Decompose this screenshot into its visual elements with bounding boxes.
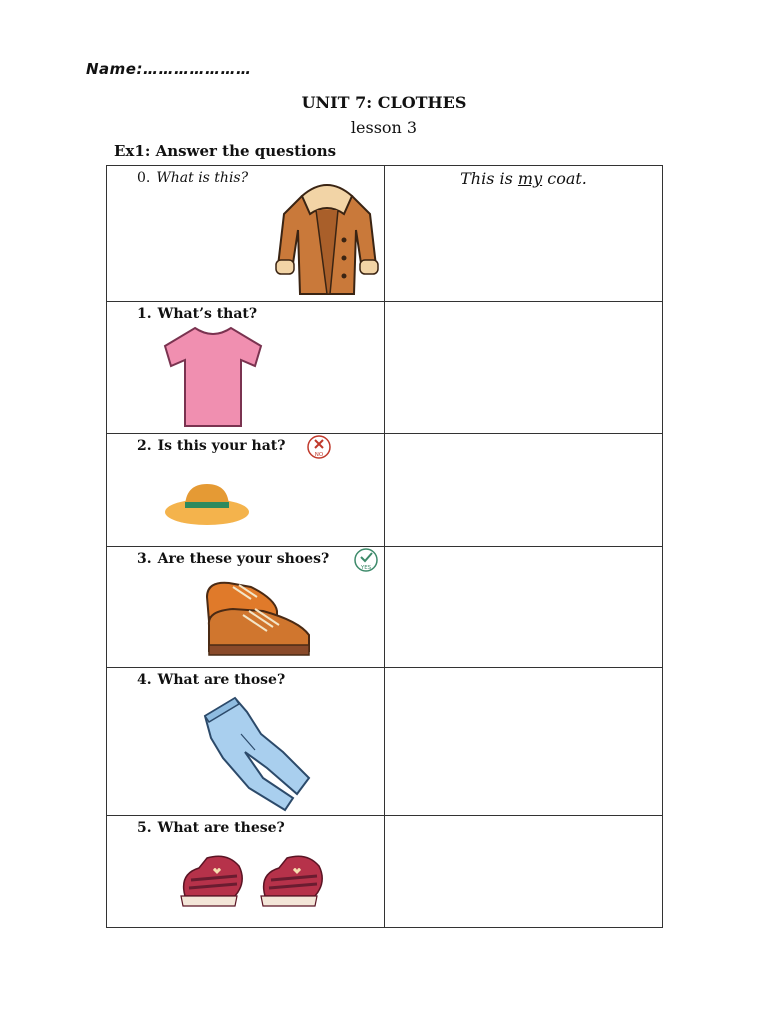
question-cell (107, 668, 385, 816)
question-cell (107, 302, 385, 434)
question-label: What are those? (157, 672, 286, 688)
question-number: 0. (137, 170, 151, 186)
badge-label: YES (360, 565, 372, 571)
no-badge-icon (305, 434, 335, 460)
answer-text: coat. (547, 169, 587, 188)
question-text (137, 551, 329, 567)
question-label: Is this your hat? (157, 438, 286, 454)
table-row (107, 434, 663, 547)
answer-cell[interactable] (385, 547, 663, 668)
answer-cell[interactable] (385, 302, 663, 434)
answer-cell[interactable] (385, 166, 663, 302)
badge-label: NO (314, 452, 324, 458)
answer-cell[interactable] (385, 434, 663, 547)
question-text (137, 438, 285, 454)
worksheet-table (106, 165, 663, 928)
answer-underlined: my (517, 169, 543, 188)
question-cell (107, 816, 385, 928)
table-row (107, 166, 663, 302)
table-row (107, 668, 663, 816)
table-row (107, 816, 663, 928)
answer-cell[interactable] (385, 816, 663, 928)
question-text (137, 672, 285, 688)
page-title: UNIT 7: CLOTHES (301, 93, 467, 112)
question-number: 1. (137, 306, 152, 322)
answer-cell[interactable] (385, 668, 663, 816)
exercise-title: Ex1: Answer the questions (114, 142, 337, 160)
question-label: What is this? (156, 170, 249, 186)
question-text (137, 306, 257, 322)
table-row (107, 302, 663, 434)
name-label: Name:………………… (86, 60, 252, 78)
question-label: Are these your shoes? (157, 551, 330, 567)
hat-icon (163, 480, 251, 528)
question-number: 5. (137, 820, 152, 836)
answer-text: This is (460, 169, 513, 188)
question-cell (107, 547, 385, 668)
question-cell (107, 434, 385, 547)
question-text (137, 820, 285, 836)
example-answer (385, 166, 662, 188)
table-row (107, 547, 663, 668)
lesson-subtitle: lesson 3 (350, 118, 418, 137)
question-cell (107, 166, 385, 302)
jeans-icon (201, 694, 313, 812)
shoes-icon (203, 577, 315, 663)
question-text (137, 170, 248, 186)
coat-icon (272, 174, 382, 300)
yes-badge-icon (352, 547, 382, 573)
tshirt-icon (157, 324, 269, 430)
question-label: What’s that? (157, 306, 258, 322)
question-label: What are these? (157, 820, 285, 836)
mittens-icon (177, 852, 325, 910)
question-number: 2. (137, 438, 152, 454)
question-number: 4. (137, 672, 152, 688)
question-number: 3. (137, 551, 152, 567)
